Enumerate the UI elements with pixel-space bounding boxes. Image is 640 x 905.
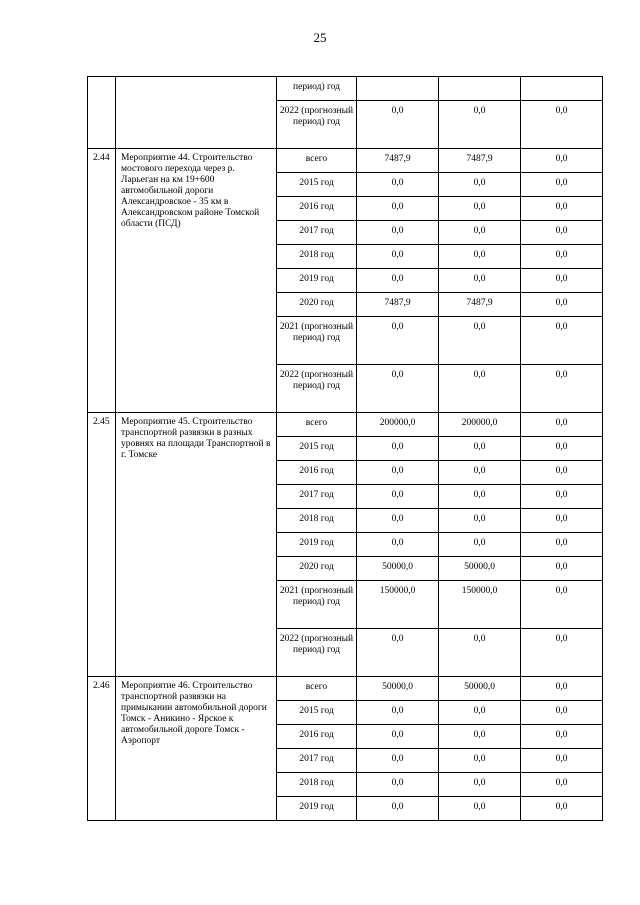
item-name: Мероприятие 45. Строительство транспортной развязки в разных уровнях на площади Транспортной в г. Томске [116, 413, 277, 677]
value-cell-3: 0,0 [521, 581, 603, 629]
value-cell-1: 0,0 [357, 365, 439, 413]
value-cell-3: 0,0 [521, 749, 603, 773]
value-cell-2: 0,0 [439, 533, 521, 557]
value-cell-1: 0,0 [357, 485, 439, 509]
value-cell-2: 0,0 [439, 437, 521, 461]
value-cell-2: 0,0 [439, 701, 521, 725]
value-cell-1: 7487,9 [357, 293, 439, 317]
value-cell-2: 0,0 [439, 461, 521, 485]
value-cell-1: 0,0 [357, 461, 439, 485]
table-body [88, 77, 603, 821]
item-number: 2.45 [88, 413, 116, 677]
value-cell-2: 150000,0 [439, 581, 521, 629]
period-cell: 2021 (прогнозный период) год [277, 317, 357, 365]
period-cell: 2020 год [277, 293, 357, 317]
period-cell: 2021 (прогнозный период) год [277, 581, 357, 629]
value-cell-3: 0,0 [521, 461, 603, 485]
value-cell-2: 0,0 [439, 509, 521, 533]
value-cell-3: 0,0 [521, 701, 603, 725]
value-cell-3: 0,0 [521, 485, 603, 509]
value-cell-1: 0,0 [357, 749, 439, 773]
value-cell-3: 0,0 [521, 197, 603, 221]
value-cell-3: 0,0 [521, 629, 603, 677]
table-row [88, 149, 603, 173]
value-cell-3: 0,0 [521, 365, 603, 413]
value-cell-2: 0,0 [439, 797, 521, 821]
value-cell-3: 0,0 [521, 173, 603, 197]
value-cell-3: 0,0 [521, 269, 603, 293]
item-name: Мероприятие 44. Строительство мостового перехода через р. Ларьеган на км 19+600 автомобильной дороги Александровское - 35 км в Александровском районе Томской области (ПСД) [116, 149, 277, 413]
period-cell: всего [277, 149, 357, 173]
period-cell: 2019 год [277, 797, 357, 821]
item-number [88, 77, 116, 149]
value-cell-2: 0,0 [439, 101, 521, 149]
value-cell-2: 7487,9 [439, 149, 521, 173]
value-cell-3: 0,0 [521, 557, 603, 581]
period-cell: 2015 год [277, 437, 357, 461]
value-cell-2: 50000,0 [439, 677, 521, 701]
period-cell: 2020 год [277, 557, 357, 581]
period-cell: 2019 год [277, 269, 357, 293]
value-cell-1: 0,0 [357, 629, 439, 677]
period-cell: 2018 год [277, 773, 357, 797]
budget-table [87, 76, 603, 821]
value-cell-1: 0,0 [357, 245, 439, 269]
value-cell-1: 0,0 [357, 173, 439, 197]
period-cell: 2016 год [277, 725, 357, 749]
period-cell: 2017 год [277, 221, 357, 245]
value-cell-2: 0,0 [439, 317, 521, 365]
value-cell-3 [521, 77, 603, 101]
value-cell-1: 0,0 [357, 269, 439, 293]
value-cell-2: 50000,0 [439, 557, 521, 581]
item-number: 2.44 [88, 149, 116, 413]
period-cell: 2022 (прогнозный период) год [277, 629, 357, 677]
value-cell-1 [357, 77, 439, 101]
value-cell-3: 0,0 [521, 149, 603, 173]
value-cell-3: 0,0 [521, 725, 603, 749]
value-cell-2: 0,0 [439, 221, 521, 245]
table-row [88, 677, 603, 701]
value-cell-3: 0,0 [521, 317, 603, 365]
value-cell-1: 50000,0 [357, 557, 439, 581]
value-cell-1: 0,0 [357, 317, 439, 365]
value-cell-1: 50000,0 [357, 677, 439, 701]
value-cell-2: 0,0 [439, 773, 521, 797]
value-cell-3: 0,0 [521, 509, 603, 533]
item-number: 2.46 [88, 677, 116, 821]
value-cell-1: 0,0 [357, 509, 439, 533]
period-cell: 2022 (прогнозный период) год [277, 101, 357, 149]
value-cell-1: 0,0 [357, 797, 439, 821]
value-cell-1: 0,0 [357, 533, 439, 557]
value-cell-3: 0,0 [521, 533, 603, 557]
table-row [88, 413, 603, 437]
value-cell-3: 0,0 [521, 797, 603, 821]
period-cell: всего [277, 413, 357, 437]
period-cell: 2015 год [277, 701, 357, 725]
value-cell-2: 0,0 [439, 245, 521, 269]
period-cell: 2018 год [277, 509, 357, 533]
value-cell-2 [439, 77, 521, 101]
value-cell-3: 0,0 [521, 437, 603, 461]
value-cell-1: 0,0 [357, 437, 439, 461]
value-cell-2: 0,0 [439, 173, 521, 197]
period-cell: 2017 год [277, 749, 357, 773]
table-row [88, 77, 603, 101]
value-cell-2: 7487,9 [439, 293, 521, 317]
value-cell-2: 0,0 [439, 629, 521, 677]
value-cell-1: 150000,0 [357, 581, 439, 629]
value-cell-2: 200000,0 [439, 413, 521, 437]
value-cell-2: 0,0 [439, 365, 521, 413]
item-name: Мероприятие 46. Строительство транспортной развязки на примыкании автомобильной дороги Томск - Аникино - Ярское к автомобильной дороге Томск - Аэропорт [116, 677, 277, 821]
value-cell-3: 0,0 [521, 413, 603, 437]
period-cell: 2018 год [277, 245, 357, 269]
value-cell-1: 0,0 [357, 221, 439, 245]
value-cell-1: 0,0 [357, 701, 439, 725]
page-number: 25 [313, 30, 327, 45]
value-cell-2: 0,0 [439, 725, 521, 749]
value-cell-1: 0,0 [357, 773, 439, 797]
value-cell-2: 0,0 [439, 485, 521, 509]
value-cell-1: 7487,9 [357, 149, 439, 173]
period-cell: 2016 год [277, 461, 357, 485]
value-cell-3: 0,0 [521, 293, 603, 317]
period-cell: 2022 (прогнозный период) год [277, 365, 357, 413]
value-cell-1: 0,0 [357, 725, 439, 749]
period-cell: 2019 год [277, 533, 357, 557]
value-cell-2: 0,0 [439, 269, 521, 293]
value-cell-1: 0,0 [357, 197, 439, 221]
item-name [116, 77, 277, 149]
period-cell: 2016 год [277, 197, 357, 221]
period-cell: 2015 год [277, 173, 357, 197]
period-cell: период) год [277, 77, 357, 101]
value-cell-2: 0,0 [439, 197, 521, 221]
period-cell: 2017 год [277, 485, 357, 509]
value-cell-1: 0,0 [357, 101, 439, 149]
value-cell-3: 0,0 [521, 101, 603, 149]
value-cell-2: 0,0 [439, 749, 521, 773]
value-cell-3: 0,0 [521, 773, 603, 797]
value-cell-3: 0,0 [521, 677, 603, 701]
value-cell-3: 0,0 [521, 221, 603, 245]
value-cell-3: 0,0 [521, 245, 603, 269]
value-cell-1: 200000,0 [357, 413, 439, 437]
period-cell: всего [277, 677, 357, 701]
